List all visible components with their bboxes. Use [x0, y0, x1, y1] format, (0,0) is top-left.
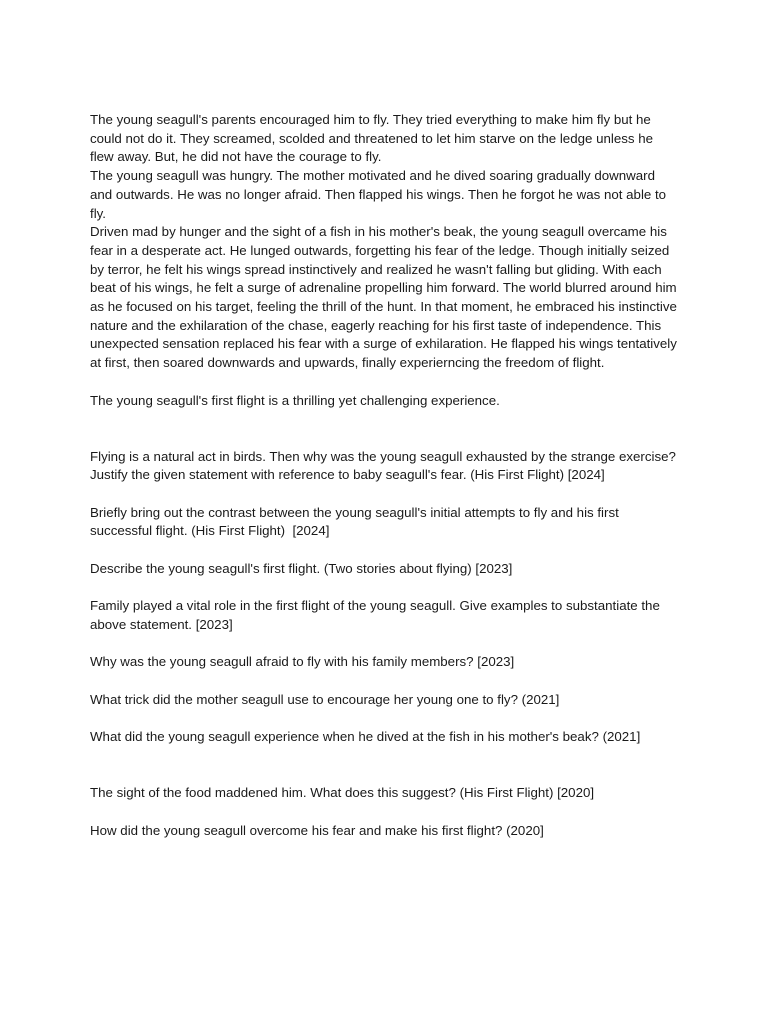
document-page	[90, 111, 680, 840]
question-item: Why was the young seagull afraid to fly with his family members? [2023]	[90, 654, 515, 670]
spacer	[90, 373, 680, 392]
spacer	[90, 485, 680, 504]
story-paragraph: The young seagull was hungry. The mother motivated and he dived soaring gradually downward and outwards. He was no longer afraid. Then flapped his wings. Then he forgot he was not able to fly.	[90, 168, 670, 221]
question-item: What trick did the mother seagull use to encourage her young one to fly? (2021]	[90, 691, 560, 707]
spacer	[90, 709, 680, 728]
spacer	[90, 747, 680, 784]
question-item: The sight of the food maddened him. What does this suggest? (His First Flight) [2020]	[90, 785, 595, 801]
story-paragraph: Driven mad by hunger and the sight of a fish in his mother's beak, the young seagull overcame his fear in a desperate act. He lunged outwards, forgetting his fear of the ledge. Though initially seized by terror, he felt his wings spread instinctively and realized he wasn't falling but gliding. With each beat of his wings, he felt a surge of adrenaline propelling him forward. The world blurred around him as he focused on his target, feeling the thrill of the hunt. In that moment, he embraced his instinctive nature and the exhilaration of the chase, eagerly reaching for his first taste of independence. This unexpected sensation replaced his fear with a surge of exhilaration. He flapped his wings tentatively at first, then soared downwards and upwards, finally experierncing the freedom of flight.	[90, 224, 681, 371]
spacer	[90, 635, 680, 654]
question-item: How did the young seagull overcome his fear and make his first flight? (2020]	[90, 822, 544, 838]
spacer	[90, 803, 680, 822]
question-item: Describe the young seagull's first flight. (Two stories about flying) [2023]	[90, 560, 513, 576]
spacer	[90, 541, 680, 560]
spacer	[90, 410, 680, 447]
question-item: Briefly bring out the contrast between the young seagull's initial attempts to fly and his first successful flight. (His First Flight) [2024]	[90, 504, 623, 539]
question-item: What did the young seagull experience when he dived at the fish in his mother's beak? (2021]	[90, 729, 641, 745]
spacer	[90, 579, 680, 598]
summary-line: The young seagull's first flight is a thrilling yet challenging experience.	[90, 392, 500, 408]
story-paragraph: The young seagull's parents encouraged him to fly. They tried everything to make him fly but he could not do it. They screamed, scolded and threatened to let him starve on the ledge unless he flew away. But, he did not have the courage to fly.	[90, 112, 657, 165]
question-item: Family played a vital role in the first flight of the young seagull. Give examples to substantiate the above statement. [2023]	[90, 598, 664, 632]
question-item: Flying is a natural act in birds. Then why was the young seagull exhausted by the strange exercise? Justify the given statement with reference to baby seagull's fear. (His First Flight) [2024]	[90, 448, 680, 483]
spacer	[90, 672, 680, 691]
